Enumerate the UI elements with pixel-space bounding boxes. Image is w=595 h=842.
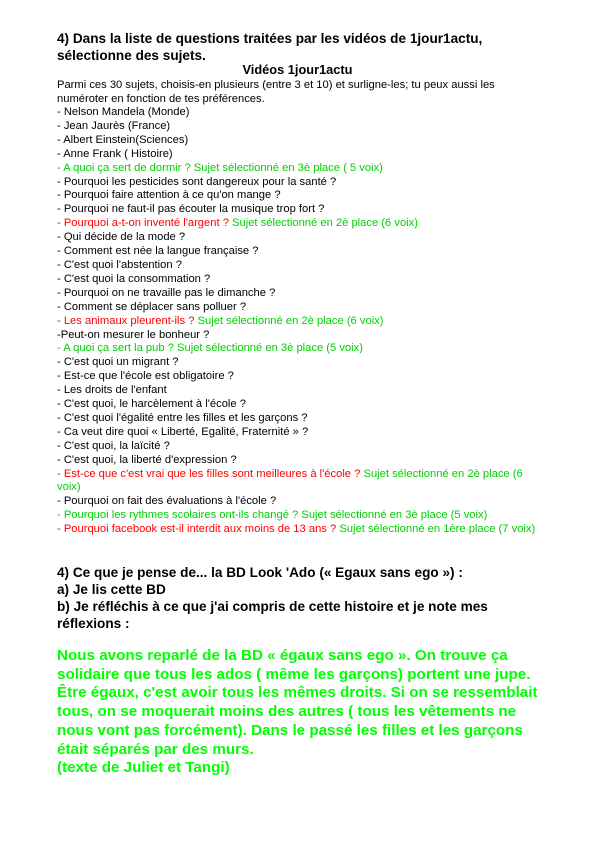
heading-line: 4) Dans la liste de questions traitées par les vidéos de 1jour1actu, [57,31,483,46]
answer-author: (texte de Juliet et Tangi) [57,759,230,777]
topic-list [57,106,537,537]
list-item: - C'est quoi, la liberté d'expression ? [57,453,237,466]
selection-note: Sujet sélectionné en 2è place (6 voix) [228,217,418,230]
selected-question: - Est-ce que c'est vrai que les filles sont meilleures à l'école ? [57,467,361,480]
list-item: - Comment est née la langue française ? [57,245,259,258]
list-item [57,162,537,176]
list-item [57,315,537,329]
list-item: - C'est quoi l'abstention ? [57,258,182,271]
videos-title: Vidéos 1jour1actu [242,62,353,77]
list-item: - C'est quoi un migrant ? [57,356,179,369]
instructions [57,79,537,107]
section-line: réflexions : [57,616,130,631]
list-item: - C'est quoi l'égalité entre les filles et les garçons ? [57,411,308,424]
list-item: - C'est quoi, le harcèlement à l'école ? [57,398,246,411]
selected-question: - Pourquoi a-t-on inventé l'argent ? [57,217,229,230]
list-item [57,468,537,496]
list-item: - C'est quoi, la laïcité ? [57,439,170,452]
list-item: - Anne Frank ( Histoire) [57,147,173,160]
list-item [57,523,537,537]
selection-note: Sujet sélectionné en 1ère place (7 voix) [336,523,536,536]
list-item: - Nelson Mandela (Monde) [57,106,190,118]
instruction-line: numéroter en fonction de tes préférences. [57,92,265,105]
selected-question: - Pourquoi facebook est-il interdit aux moins de 13 ans ? [57,523,337,536]
selected-question: - Les animaux pleurent-ils ? [57,314,195,327]
student-answer [57,647,547,778]
list-item: - Comment se déplacer sans polluer ? [57,300,247,313]
list-item: - Pourquoi les pesticides sont dangereux pour la santé ? [57,175,337,188]
list-item: - C'est quoi la consommation ? [57,272,211,285]
question-4-heading [57,30,557,64]
instruction-line: Parmi ces 30 sujets, choisis-en plusieurs (entre 3 et 10) et surligne-les; tu peux aussi les [57,79,495,91]
selection-note: Sujet sélectionné en 2è place (6 voix) [57,467,523,494]
list-item: - Albert Einstein(Sciences) [57,133,189,146]
section-line: a) Je lis cette BD [57,582,166,597]
list-item: - Est-ce que l'école est obligatoire ? [57,370,234,383]
section-line: 4) Ce que je pense de... la BD Look 'Ado (« Egaux sans ego ») : [57,565,463,580]
heading-line: sélectionne des sujets. [57,48,206,63]
list-item: -Peut-on mesurer le bonheur ? [57,328,210,341]
selection-note: - A quoi ça sert de dormir ? Sujet sélectionné en 3è place ( 5 voix) [57,161,383,174]
section-line: b) Je réfléchis à ce que j'ai compris de cette histoire et je note mes [57,599,488,614]
list-item: - Pourquoi on fait des évaluations à l'école ? [57,495,277,508]
list-item: - Pourquoi ne faut-il pas écouter la musique trop fort ? [57,203,325,216]
list-item: - Les droits de l'enfant [57,384,167,397]
answer-text: Nous avons reparlé de la BD « égaux sans ego ». On trouve ça solidaire que tous les ados ( même les garçons) portent une jupe. Être égaux, c'est avoir tous les mêmes droits. Si on se ressemblait tous, on se moquerait moins des autres ( tous les vêtements ne nous vont pas forcément). Dans le passé les filles et les garçons était séparés par des murs. [57,647,538,758]
list-item: - Ca veut dire quoi « Liberté, Egalité, Fraternité » ? [57,425,309,438]
list-item: - Pourquoi on ne travaille pas le dimanche ? [57,286,276,299]
list-item: - Qui décide de la mode ? [57,231,186,244]
section-bd-heading [57,564,557,632]
list-item [57,509,537,523]
selection-note: - A quoi ça sert la pub ? Sujet sélectionné en 3è place (5 voix) [57,342,363,355]
list-item: - Pourquoi faire attention à ce qu'on mange ? [57,189,281,202]
selection-note: - Pourquoi les rythmes scolaires ont-ils changé ? Sujet sélectionné en 3è place (5 voix) [57,509,488,522]
list-item [57,217,537,231]
selection-note: Sujet sélectionné en 2è place (6 voix) [194,314,384,327]
list-item: - Jean Jaurès (France) [57,119,171,132]
list-item [57,342,537,356]
